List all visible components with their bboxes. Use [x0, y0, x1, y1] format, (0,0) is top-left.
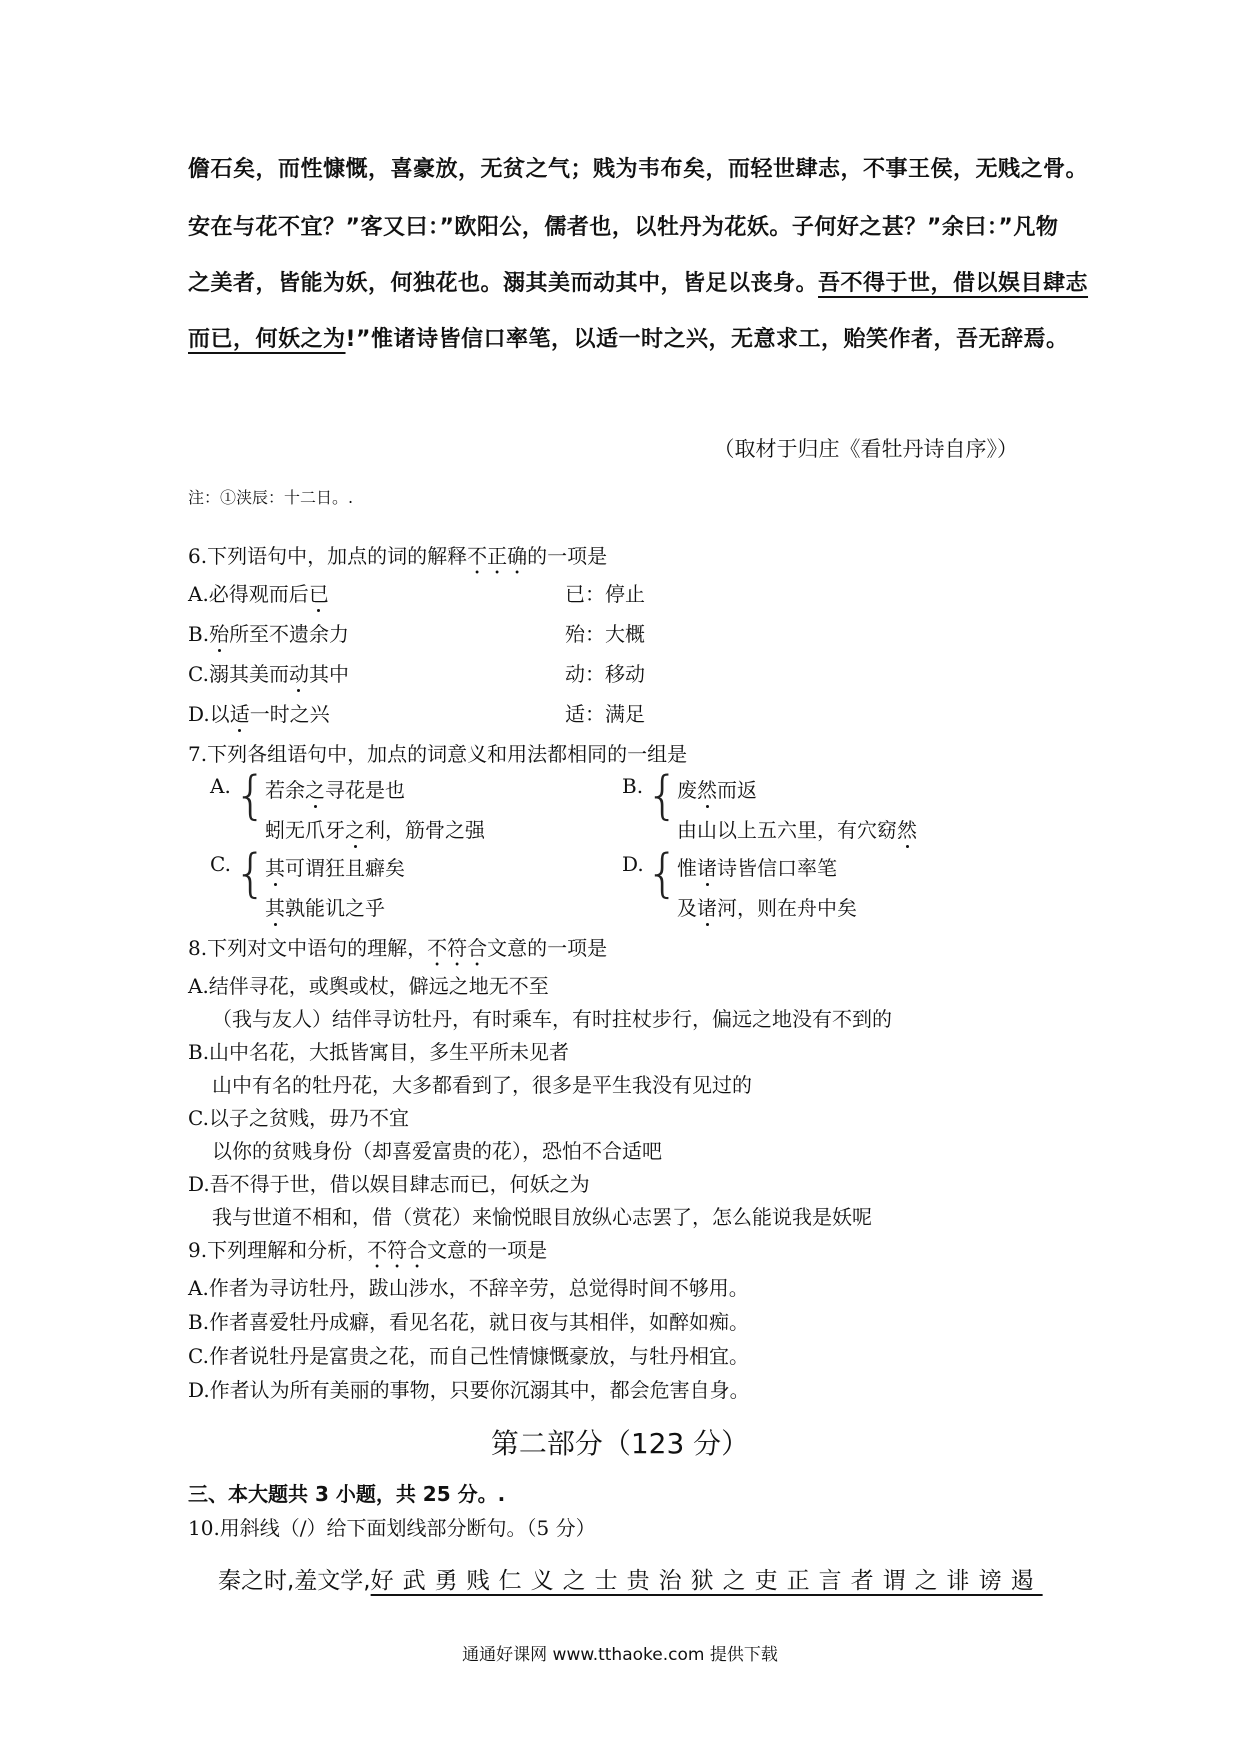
q7-b1-post: 而返: [717, 778, 757, 802]
q8-stem-a: 8.下列对文中语句的理解，: [188, 936, 428, 960]
q10-text-plain: 秦之时,羞文学,: [218, 1568, 371, 1594]
q8-option-d-explain: 我与世道不相和，借（赏花）来愉悦眼目放纵心志罢了，怎么能说我是妖呢: [212, 1205, 872, 1229]
q7-group-a-line-2: [265, 814, 485, 843]
q10-text-underlined: 好武勇贱仁义之士贵治狱之吏正言者谓之诽谤遏: [370, 1568, 1043, 1594]
q7-group-c-line-2: [265, 892, 385, 921]
passage-note: 注：①浃辰：十二日。.: [188, 488, 354, 507]
q6-option-a: [188, 578, 329, 607]
q8-stem-emphasis: 不符合: [427, 936, 488, 960]
q8-option-a: A.结伴寻花，或舆或杖，僻远之地无不至: [188, 974, 549, 998]
q7-group-d-line-1: [677, 852, 837, 881]
q6-option-d: [188, 698, 330, 727]
q8-stem-c: 文意的一项是: [487, 936, 608, 960]
q8-option-d: D.吾不得于世，借以娱目肆志而已，何妖之为: [188, 1172, 590, 1196]
q7-group-b-brace: {: [646, 766, 680, 826]
q7-group-c-line-1: [265, 852, 405, 881]
q6-stem-a: 6.下列语句中，加点的词的解释: [188, 544, 468, 568]
q7-group-a-brace: {: [234, 766, 268, 826]
passage-line-3-text: 之美者，皆能为妖，何独花也。溺其美而动其中，皆足以丧身。: [188, 271, 819, 296]
q7-b1-dotted-word: 然: [697, 778, 717, 802]
passage-line-1: 儋石矣，而性慷慨，喜豪放，无贫之气；贱为韦布矣，而轻世肆志，不事王侯，无贱之骨。: [188, 157, 1089, 182]
q7-c2-dotted-word: 其: [265, 896, 285, 920]
question-6-stem: [188, 540, 607, 579]
q7-group-d-brace: {: [646, 844, 680, 904]
question-10-stem: 10.用斜线（/）给下面划线部分断句。（5 分）: [188, 1516, 596, 1540]
q7-d1-dotted-word: 诸: [697, 856, 717, 880]
passage-source: （取材于归庄《看牡丹诗自序》）: [713, 437, 1018, 461]
q7-d2-dotted-word: 诸: [697, 896, 717, 920]
question-10-text: [218, 1562, 1043, 1595]
question-7-stem: 7.下列各组语句中，加点的词意义和用法都相同的一组是: [188, 742, 688, 766]
q7-a2-dotted-word: 之: [345, 818, 365, 842]
q9-stem-emphasis: 不符合: [367, 1238, 428, 1262]
part-2-title: 第二部分（123 分）: [490, 1427, 750, 1460]
passage-line-3: [188, 266, 1088, 297]
q6-d-post: 一时之兴: [249, 702, 330, 726]
q6-a-pre: A.必得观而后: [188, 582, 309, 606]
q7-group-a-line-1: [265, 774, 405, 803]
q6-option-b-answer: 殆：大概: [565, 622, 645, 646]
q7-d1-post: 诗皆信口率笔: [717, 856, 837, 880]
passage-line-4: [188, 322, 1069, 353]
q6-b-post: 所至不遗余力: [229, 622, 350, 646]
q7-a1-pre: 若余: [265, 778, 305, 802]
q9-option-c: C.作者说牡丹是富贵之花，而自己性情慷慨豪放，与牡丹相宜。: [188, 1344, 749, 1368]
q6-stem-b: 不正确: [467, 544, 528, 568]
q7-group-b-line-2: [677, 814, 917, 843]
q7-group-d-line-2: [677, 892, 857, 921]
q8-option-b-explain: 山中有名的牡丹花，大多都看到了，很多是平生我没有见过的: [212, 1073, 752, 1097]
q7-d1-pre: 惟: [677, 856, 697, 880]
q6-option-a-answer: 已：停止: [565, 582, 645, 606]
q7-group-c-brace: {: [234, 844, 268, 904]
q6-option-b: [188, 618, 349, 647]
q8-option-c: C.以子之贫贱，毋乃不宜: [188, 1106, 409, 1130]
q6-option-d-answer: 适：满足: [565, 702, 645, 726]
q7-a1-post: 寻花是也: [325, 778, 405, 802]
passage-line-4-text: !”惟诸诗皆信口率笔，以适一时之兴，无意求工，贻笑作者，吾无辞焉。: [345, 327, 1069, 352]
q8-option-a-explain: （我与友人）结伴寻访牡丹，有时乘车，有时拄杖步行，偏远之地没有不到的: [212, 1007, 892, 1031]
q7-b1-pre: 废: [677, 778, 697, 802]
q7-a2-post: 利，筋骨之强: [365, 818, 485, 842]
q9-option-a: A.作者为寻访牡丹，跋山涉水，不辞辛劳，总觉得时间不够用。: [188, 1276, 749, 1300]
q7-a2-pre: 蚓无爪牙: [265, 818, 345, 842]
q8-option-c-explain: 以你的贫贱身份（却喜爱富贵的花），恐怕不合适吧: [212, 1139, 662, 1163]
q6-b-dotted-word: 殆: [209, 622, 230, 646]
q6-stem-c: 的一项是: [527, 544, 608, 568]
q7-b2-dotted-word: 然: [897, 818, 917, 842]
q8-option-b: B.山中名花，大抵皆寓目，多生平所未见者: [188, 1040, 570, 1064]
question-8-stem: [188, 932, 607, 971]
q6-a-dotted-word: 已: [308, 582, 329, 606]
q7-group-c-label: C.: [210, 852, 231, 876]
q7-group-b-line-1: [677, 774, 757, 803]
q7-group-b-label: B.: [622, 774, 644, 798]
q6-d-pre: D.以: [188, 702, 230, 726]
passage-underlined-sentence-a: 吾不得于世，借以娱目肆志: [818, 271, 1089, 296]
q6-c-dotted-word: 动: [288, 662, 309, 686]
q6-b-pre: B.: [188, 622, 210, 646]
q6-c-pre: C.溺其美而: [188, 662, 289, 686]
q9-stem-a: 9.下列理解和分析，: [188, 1238, 368, 1262]
section-3-header: 三、本大题共 3 小题，共 25 分。.: [188, 1482, 506, 1506]
q7-d2-pre: 及: [677, 896, 697, 920]
q7-c1-post: 可谓狂且癖矣: [285, 856, 405, 880]
q6-option-c: [188, 658, 349, 687]
q7-group-a-label: A.: [210, 774, 231, 798]
q6-d-dotted-word: 适: [229, 702, 250, 726]
q7-a1-dotted-word: 之: [305, 778, 325, 802]
q9-option-d: D.作者认为所有美丽的事物，只要你沉溺其中，都会危害自身。: [188, 1378, 750, 1402]
q7-group-d-label: D.: [622, 852, 644, 876]
q6-c-post: 其中: [308, 662, 349, 686]
q9-option-b: B.作者喜爱牡丹成癖，看见名花，就日夜与其相伴，如醉如痴。: [188, 1310, 750, 1334]
q9-stem-c: 文意的一项是: [427, 1238, 548, 1262]
passage-line-2: 安在与花不宜？”客又曰：”欧阳公，儒者也，以牡丹为花妖。子何好之甚？”余曰：”凡物: [188, 215, 1059, 240]
q7-c1-dotted-word: 其: [265, 856, 285, 880]
passage-underlined-sentence-b: 而已，何妖之为: [188, 327, 346, 352]
q7-d2-post: 河，则在舟中矣: [717, 896, 857, 920]
question-9-stem: [188, 1234, 547, 1273]
q7-c2-post: 孰能讥之乎: [285, 896, 385, 920]
q6-option-c-answer: 动：移动: [565, 662, 645, 686]
page-footer: 通通好课网 www.tthaoke.com 提供下载: [462, 1645, 778, 1665]
q7-b2-pre: 由山以上五六里，有穴窈: [677, 818, 897, 842]
